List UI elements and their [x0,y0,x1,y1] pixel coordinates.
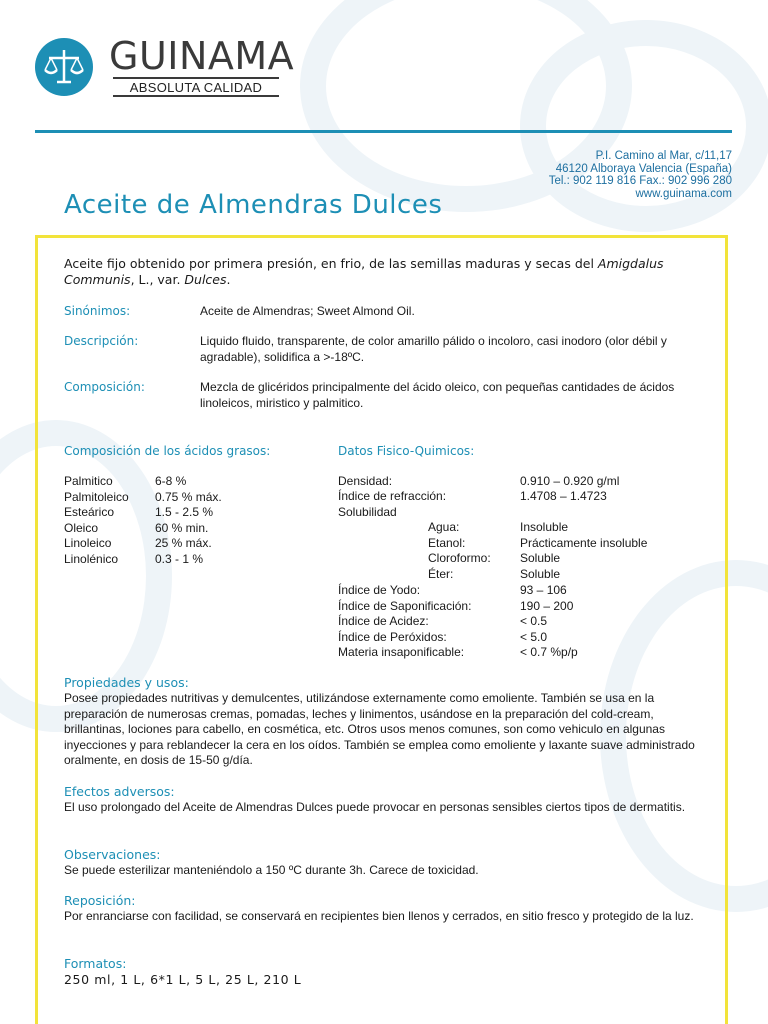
intro-text: Aceite fijo obtenido por primera presión, en frio, de las semillas maduras y secas del [64,256,598,271]
physchem-index-value: 190 – 200 [520,598,574,613]
composition-value: Mezcla de glicéridos principalmente del ácido oleico, con pequeñas cantidades de ácidos linoleicos, miristico y palmitico. [200,380,675,410]
density-value: 0.910 – 0.920 g/ml [520,474,620,488]
fatty-acid-name: Esteárico [64,505,115,519]
physchem-index-label: Índice de Peróxidos: [338,629,447,644]
formats-heading: Formatos: [64,956,127,971]
observations-text: Se puede esterilizar manteniéndolo a 150 ºC durante 3h. Carece de toxicidad. [64,863,479,877]
synonyms-value: Aceite de Almendras; Sweet Almond Oil. [200,304,415,318]
physchem-index-label: Índice de Yodo: [338,583,421,597]
physchem-index-label: Índice de Saponificación: [338,598,472,613]
intro-variety: Dulces [184,271,227,287]
refraction-value: 1.4708 – 1.4723 [520,489,607,503]
product-intro [64,256,714,287]
refraction-label: Índice de refracción: [338,489,447,503]
restocking-text: Por enranciarse con facilidad, se conservará en recipientes bien llenos y cerrados, en sitio fresco y protegido de la luz. [64,909,694,923]
background-decoration [520,20,768,232]
header-divider [35,130,732,133]
solubility-solvent: Cloroformo: [428,551,491,565]
fatty-acid-value: 60 % min. [155,520,209,535]
properties-text: Posee propiedades nutritivas y demulcentes, utilizándose externamente como emoliente. También se usa en la preparación de numerosas cremas, pomadas, leches y linimentos, usándose en la preparación del cold-cream, brillantinas, lociones para cabello, en cosmética, etc. Otros usos menos comunes, son como vehiculo en algunas inyecciones y para reblandecer la cera en los oídos. También se emplea como emoliente y laxante suave administrado oralmente, en dosis de 15-50 g/día. [64,691,695,767]
solubility-solvent: Agua: [428,520,460,534]
physchem-heading: Datos Fisico-Quimicos: [338,444,475,458]
physchem-index-label: Índice de Acidez: [338,614,429,628]
brand-logo [35,34,295,98]
fatty-acid-value: 1.5 - 2.5 % [155,505,214,519]
phone-fax-line: Tel.: 902 119 816 Fax.: 902 996 280 [548,175,732,187]
solubility-solvent: Etanol: [428,535,466,550]
fatty-acids-heading: Composición de los ácidos grasos: [64,444,271,458]
fatty-acid-name: Linolénico [64,551,119,566]
intro-text: , L., var. [130,271,185,287]
description-label: Descripción: [64,334,139,348]
physchem-index-value: 93 – 106 [520,583,567,597]
physchem-index-value: < 5.0 [520,629,548,644]
brand-name: GUINAMA [109,34,295,78]
adverse-effects-text: El uso prolongado del Aceite de Almendras Dulces puede provocar en personas sensibles ciertos tipos de dermatitis. [64,800,686,814]
fatty-acid-name: Oleico [64,520,99,535]
adverse-effects-heading: Efectos adversos: [64,784,175,799]
address-line: 46120 Alboraya Valencia (España) [555,162,732,175]
fatty-acid-name: Palmitico [64,474,113,488]
fatty-acid-value: 25 % máx. [155,536,212,550]
properties-heading: Propiedades y usos: [64,675,189,690]
physchem-index-value: < 0.5 [520,614,548,628]
synonyms-label: Sinónimos: [64,304,131,318]
fatty-acid-value: 0.3 - 1 % [155,551,204,566]
scales-logo-icon [35,38,93,96]
solubility-value: Soluble [520,566,561,581]
restocking-heading: Reposición: [64,893,136,908]
observations-heading: Observaciones: [64,847,161,862]
formats-text: 250 ml, 1 L, 6*1 L, 5 L, 25 L, 210 L [64,972,302,987]
fatty-acid-value: 6-8 % [155,474,187,488]
composition-label: Composición: [64,380,145,394]
description-value: Liquido fluido, transparente, de color amarillo pálido o incoloro, casi inodoro (olor débil y agradable), solidifica a >-18ºC. [200,334,667,364]
website-link[interactable]: www.guinama.com [635,187,732,200]
solubility-value: Insoluble [520,520,569,534]
fatty-acid-value: 0.75 % máx. [155,489,222,504]
brand-tagline: ABSOLUTA CALIDAD [113,77,279,97]
solubility-solvent: Éter: [428,566,454,581]
intro-text: . [226,271,231,287]
physchem-index-label: Materia insaponificable: [338,645,465,659]
physchem-index-value: < 0.7 %p/p [520,645,578,659]
fatty-acid-name: Palmitoleico [64,489,129,504]
address-line: P.I. Camino al Mar, c/11,17 [595,150,732,162]
product-title: Aceite de Almendras Dulces [64,190,443,220]
solubility-value: Prácticamente insoluble [520,535,648,550]
fatty-acid-name: Linoleico [64,536,112,550]
solubility-value: Soluble [520,551,561,565]
solubility-label: Solubilidad [338,505,397,519]
density-label: Densidad: [338,474,393,488]
intro-species: Amigdalus Communis [64,256,664,287]
company-address [549,150,732,200]
